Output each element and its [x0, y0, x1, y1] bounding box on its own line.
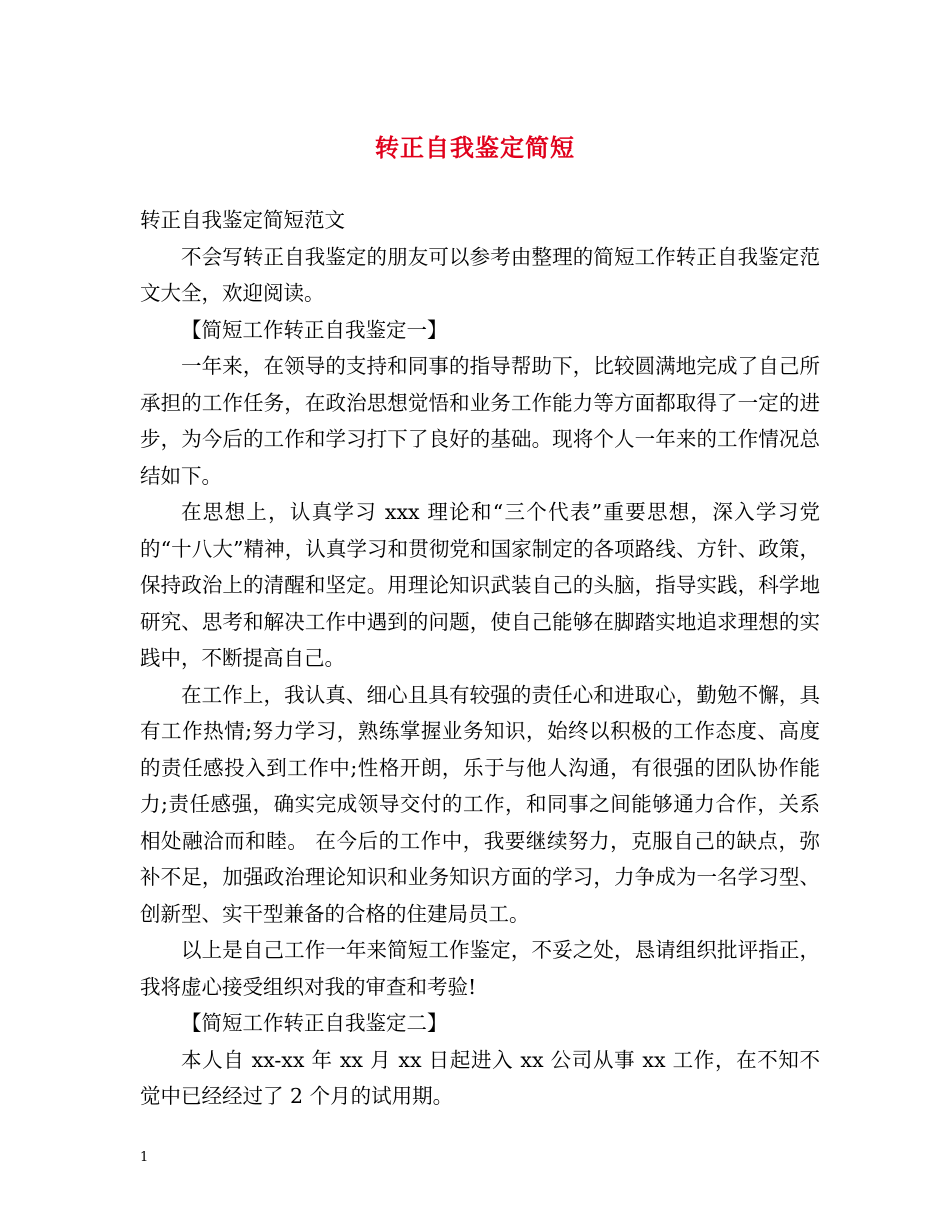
- page-title: 转正自我鉴定简短: [375, 133, 575, 162]
- paragraph-second-intro: 本人自 xx-xx 年 xx 月 xx 日起进入 xx 公司从事 xx 工作，在不知不觉中已经经过了 2 个月的试用期。: [140, 1047, 820, 1108]
- section-heading-two: 【简短工作转正自我鉴定二】: [181, 1011, 448, 1035]
- paragraph-ideology: 在思想上，认真学习 xxx 理论和“三个代表”重要思想，深入学习党的“十八大”精神，认真学习和贯彻党和国家制定的各项路线、方针、政策，保持政治上的清醒和坚定。用理论知识武装自己的头脑，指导实践，科学地研究、思考和解决工作中遇到的问题，使自己能够在脚踏实地追求理想的实践中，不断提高自己。: [140, 500, 820, 670]
- page-number: 1: [140, 1150, 149, 1165]
- paragraph-conclusion: 以上是自己工作一年来简短工作鉴定，不妥之处，恳请组织批评指正，我将虚心接受组织对我的审查和考验!: [140, 938, 820, 999]
- paragraph-work: 在工作上，我认真、细心且具有较强的责任心和进取心，勤勉不懈，具有工作热情;努力学习，熟练掌握业务知识，始终以积极的工作态度、高度的责任感投入到工作中;性格开朗，乐于与他人沟通，有很强的团队协作能力;责任感强，确实完成领导交付的工作，和同事之间能够通力合作，关系相处融洽而和睦。 在今后的工作中，我要继续努力，克服自己的缺点，弥补不足，加强政治理论知识和业务知识方面的学习，力争成为一名学习型、创新型、实干型兼备的合格的住建局员工。: [140, 682, 820, 926]
- paragraph-subtitle: 转正自我鉴定简短范文: [140, 208, 345, 232]
- paragraph-overview: 一年来，在领导的支持和同事的指导帮助下，比较圆满地完成了自己所承担的工作任务，在政治思想觉悟和业务工作能力等方面都取得了一定的进步，为今后的工作和学习打下了良好的基础。现将个人一年来的工作情况总结如下。: [140, 354, 820, 488]
- document-body: [140, 202, 820, 1115]
- paragraph-intro: 不会写转正自我鉴定的朋友可以参考由整理的简短工作转正自我鉴定范文大全，欢迎阅读。: [140, 244, 820, 305]
- section-heading-one: 【简短工作转正自我鉴定一】: [181, 317, 448, 342]
